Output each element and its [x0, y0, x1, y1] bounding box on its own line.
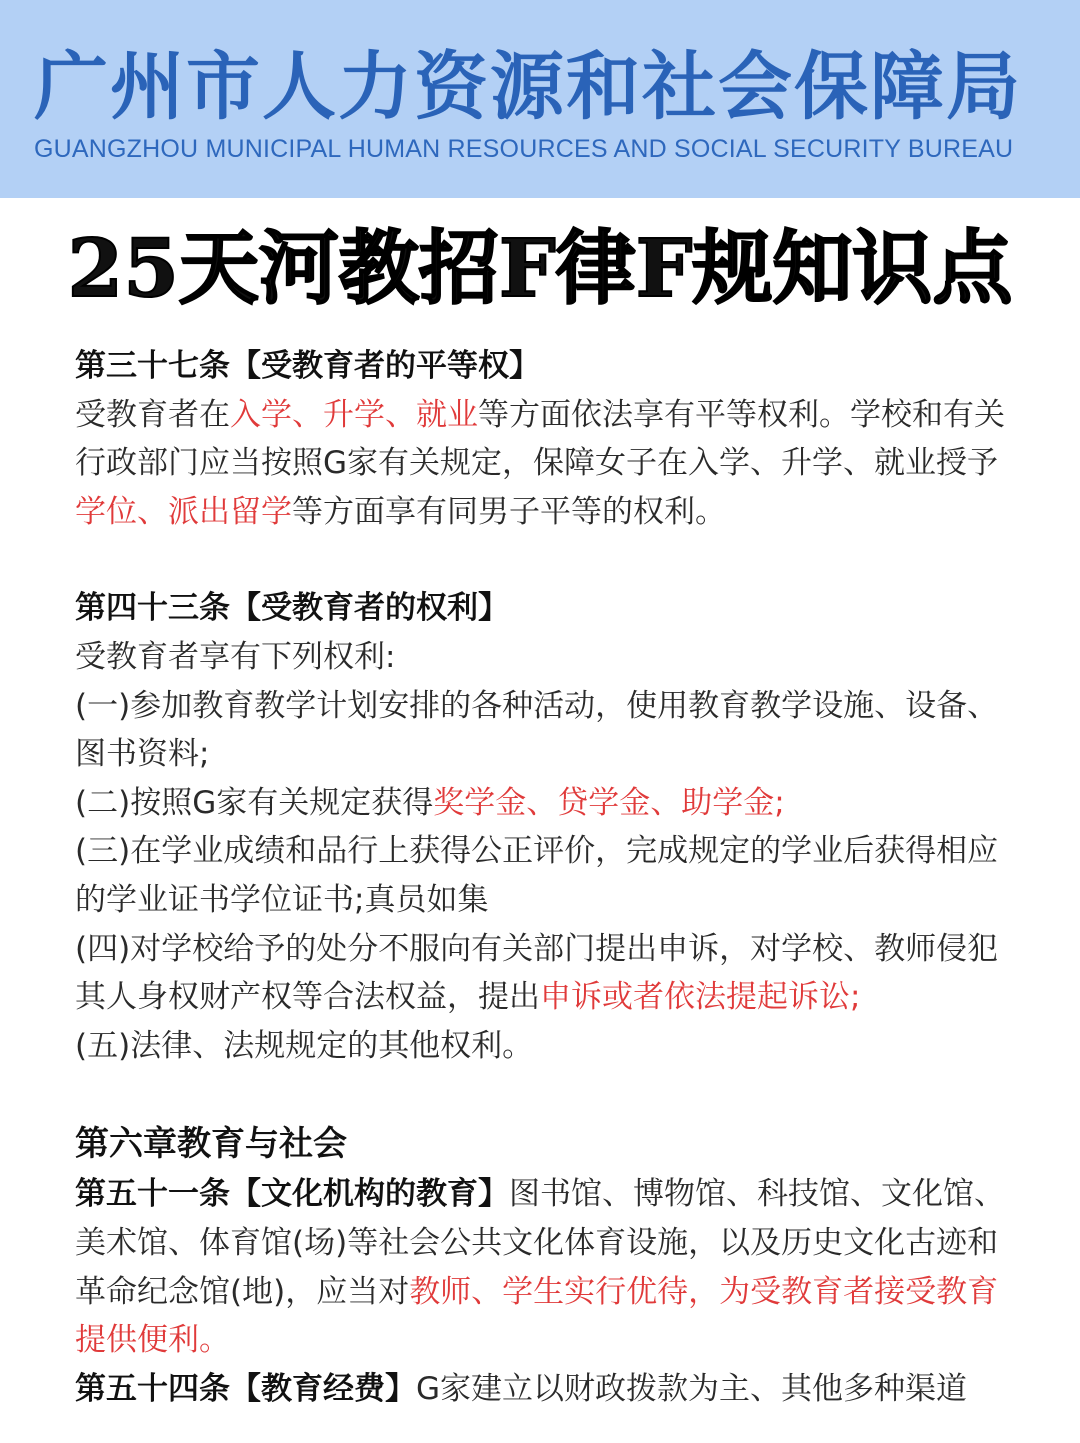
- article-43-item-1: (一)参加教育教学计划安排的各种活动，使用教育教学设施、设备、图书资料;: [75, 687, 999, 773]
- article-37-body: [75, 391, 1010, 537]
- article-43-item-3: (三)在学业成绩和品行上获得公正评价，完成规定的学业后获得相应的学业证书学位证书;真员如集: [75, 833, 999, 918]
- text: 等方面依法享有平等权利。学校和有关行政部门应当按照G家有关规定，保障女子在入学、升学、就业授予: [75, 396, 1005, 482]
- article-43-item-2: [75, 779, 1010, 828]
- highlight: 入学、升学、就业: [230, 396, 478, 433]
- article-43-intro: 受教育者享有下列权利:: [75, 638, 396, 675]
- bureau-subtitle: GUANGZHOU MUNICIPAL HUMAN RESOURCES AND SOCIAL SECURITY BUREAU: [34, 135, 1014, 163]
- text: 等方面享有同男子平等的权利。: [292, 493, 726, 530]
- article-54-heading: 第五十四条【教育经费】: [75, 1370, 416, 1407]
- article-37-heading: 第三十七条【受教育者的平等权】: [75, 348, 540, 384]
- article-content: [75, 342, 1010, 1413]
- highlight: 奖学金、贷学金、助学金;: [433, 784, 785, 821]
- text: 受教育者在: [75, 396, 230, 433]
- article-43-item-4: [75, 925, 1010, 1022]
- text: (四)对学校给予的处分不服向有关部门提出申诉，对学校、教师侵犯其人身权财产权等合法权益，提出: [75, 930, 999, 1016]
- highlight: 申诉或者依法提起诉讼;: [540, 979, 861, 1016]
- article-51-heading: 第五十一条【文化机构的教育】: [75, 1176, 509, 1213]
- article-54-body: [75, 1365, 1010, 1414]
- article-51-body: [75, 1170, 1010, 1364]
- page-title: 25天河教招F律F规知识点: [67, 221, 1013, 315]
- text: 图书馆、博物馆、科技馆、文化馆、美术馆、体育馆(场)等社会公共文化体育设施，以及历史文化古迹和革命纪念馆(地)，应当对: [75, 1176, 1005, 1310]
- article-43-heading: 第四十三条【受教育者的权利】: [75, 590, 509, 627]
- text: (二)按照G家有关规定获得: [75, 784, 434, 821]
- chapter-6-heading: 第六章教育与社会: [75, 1124, 347, 1165]
- highlight: 学位、派出留学: [75, 493, 292, 530]
- highlight: 教师、学生实行优待，为受教育者接受教育提供便利。: [75, 1273, 999, 1359]
- header-banner: [0, 0, 1080, 198]
- text: G家建立以财政拨款为主、其他多种渠道: [416, 1370, 968, 1407]
- bureau-title: 广州市人力资源和社会保障局: [34, 44, 1022, 130]
- article-43-item-5: (五)法律、法规规定的其他权利。: [75, 1027, 534, 1064]
